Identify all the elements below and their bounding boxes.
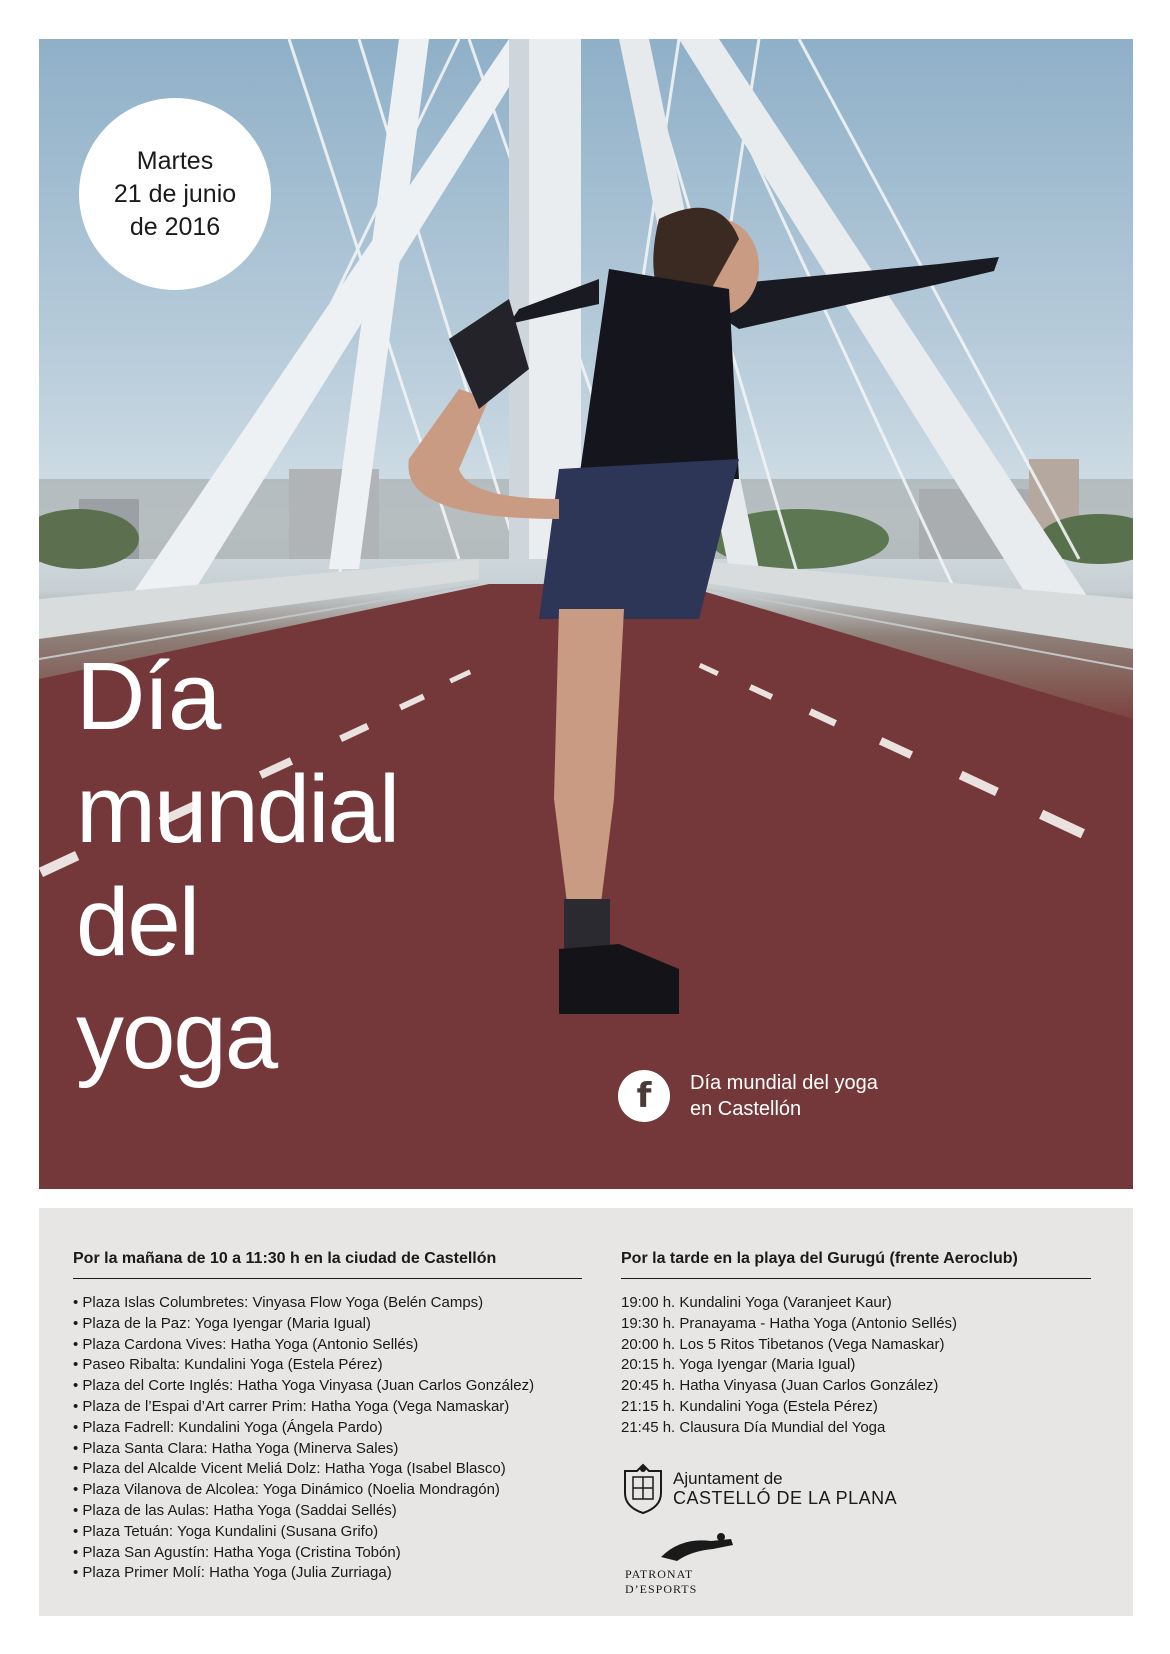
list-item: • Plaza San Agustín: Hatha Yoga (Cristina Tobón) [73, 1543, 401, 1561]
afternoon-schedule [621, 1248, 1091, 1439]
list-item: • Plaza de l’Espai d’Art carrer Prim: Hatha Yoga (Vega Namaskar) [73, 1397, 510, 1415]
facebook-text-line-2: en Castellón [690, 1098, 802, 1120]
date-line-day: 21 de junio [113, 179, 237, 208]
date-line-weekday: Martes [136, 146, 214, 175]
patronat-esports-text: PATRONAT D’ESPORTS [625, 1567, 698, 1596]
list-item: • Plaza Cardona Vives: Hatha Yoga (Antonio Sellés) [73, 1335, 419, 1353]
afternoon-heading: Por la tarde en la playa del Gurugú (frente Aeroclub) [621, 1248, 1091, 1279]
list-item: • Plaza de las Aulas: Hatha Yoga (Saddai Sellés) [73, 1501, 397, 1519]
ajuntament-logo [621, 1463, 897, 1515]
list-item: • Plaza de la Paz: Yoga Iyengar (Maria Igual) [73, 1314, 371, 1332]
list-item: • Plaza Vilanova de Alcolea: Yoga Dinámico (Noelia Mondragón) [73, 1481, 500, 1499]
list-item: • Plaza del Alcalde Vicent Meliá Dolz: Hatha Yoga (Isabel Blasco) [73, 1460, 506, 1478]
list-item: 21:15 h. Kundalini Yoga (Estela Pérez) [621, 1397, 878, 1415]
list-item: 20:45 h. Hatha Vinyasa (Juan Carlos González) [621, 1377, 939, 1395]
facebook-link[interactable] [618, 1070, 878, 1122]
list-item: • Plaza Islas Columbretes: Vinyasa Flow Yoga (Belén Camps) [73, 1294, 484, 1311]
morning-schedule [73, 1248, 582, 1584]
list-item: • Plaza Tetuán: Yoga Kundalini (Susana Grifo) [73, 1522, 379, 1540]
athlete-silhouette-icon [621, 1531, 761, 1567]
coat-of-arms-icon [621, 1463, 665, 1515]
facebook-text-line-1: Día mundial del yoga [690, 1072, 878, 1094]
list-item: 19:30 h. Pranayama - Hatha Yoga (Antonio Sellés) [621, 1314, 958, 1332]
facebook-icon: f [618, 1070, 670, 1122]
list-item: • Paseo Ribalta: Kundalini Yoga (Estela Pérez) [73, 1356, 383, 1374]
list-item: • Plaza del Corte Inglés: Hatha Yoga Vinyasa (Juan Carlos González) [73, 1377, 535, 1395]
ajuntament-logo-line-1: Ajuntament de [673, 1469, 783, 1488]
list-item: • Plaza Santa Clara: Hatha Yoga (Minerva Sales) [73, 1439, 399, 1457]
list-item: • Plaza Primer Molí: Hatha Yoga (Julia Zurriaga) [73, 1564, 392, 1582]
list-item: 20:00 h. Los 5 Ritos Tibetanos (Vega Namaskar) [621, 1335, 945, 1353]
list-item: 20:15 h. Yoga Iyengar (Maria Igual) [621, 1356, 856, 1374]
patronat-esports-logo [621, 1531, 761, 1596]
morning-heading: Por la mañana de 10 a 11:30 h en la ciudad de Castellón [73, 1248, 582, 1279]
ajuntament-logo-line-2: CASTELLÓ DE LA PLANA [673, 1488, 898, 1508]
title-line-2: mundial [76, 756, 399, 863]
schedule-panel [39, 1208, 1133, 1616]
date-line-year: de 2016 [129, 212, 221, 241]
list-item: • Plaza Fadrell: Kundalini Yoga (Ángela Pardo) [73, 1418, 383, 1436]
title-line-4: yoga [76, 982, 277, 1089]
poster-title [76, 640, 596, 1092]
date-badge [79, 98, 271, 290]
hero-photo [39, 39, 1133, 1189]
title-line-1: Día [76, 643, 220, 750]
list-item: 19:00 h. Kundalini Yoga (Varanjeet Kaur) [621, 1294, 892, 1311]
title-line-3: del [76, 869, 199, 976]
list-item: 21:45 h. Clausura Día Mundial del Yoga [621, 1418, 886, 1436]
